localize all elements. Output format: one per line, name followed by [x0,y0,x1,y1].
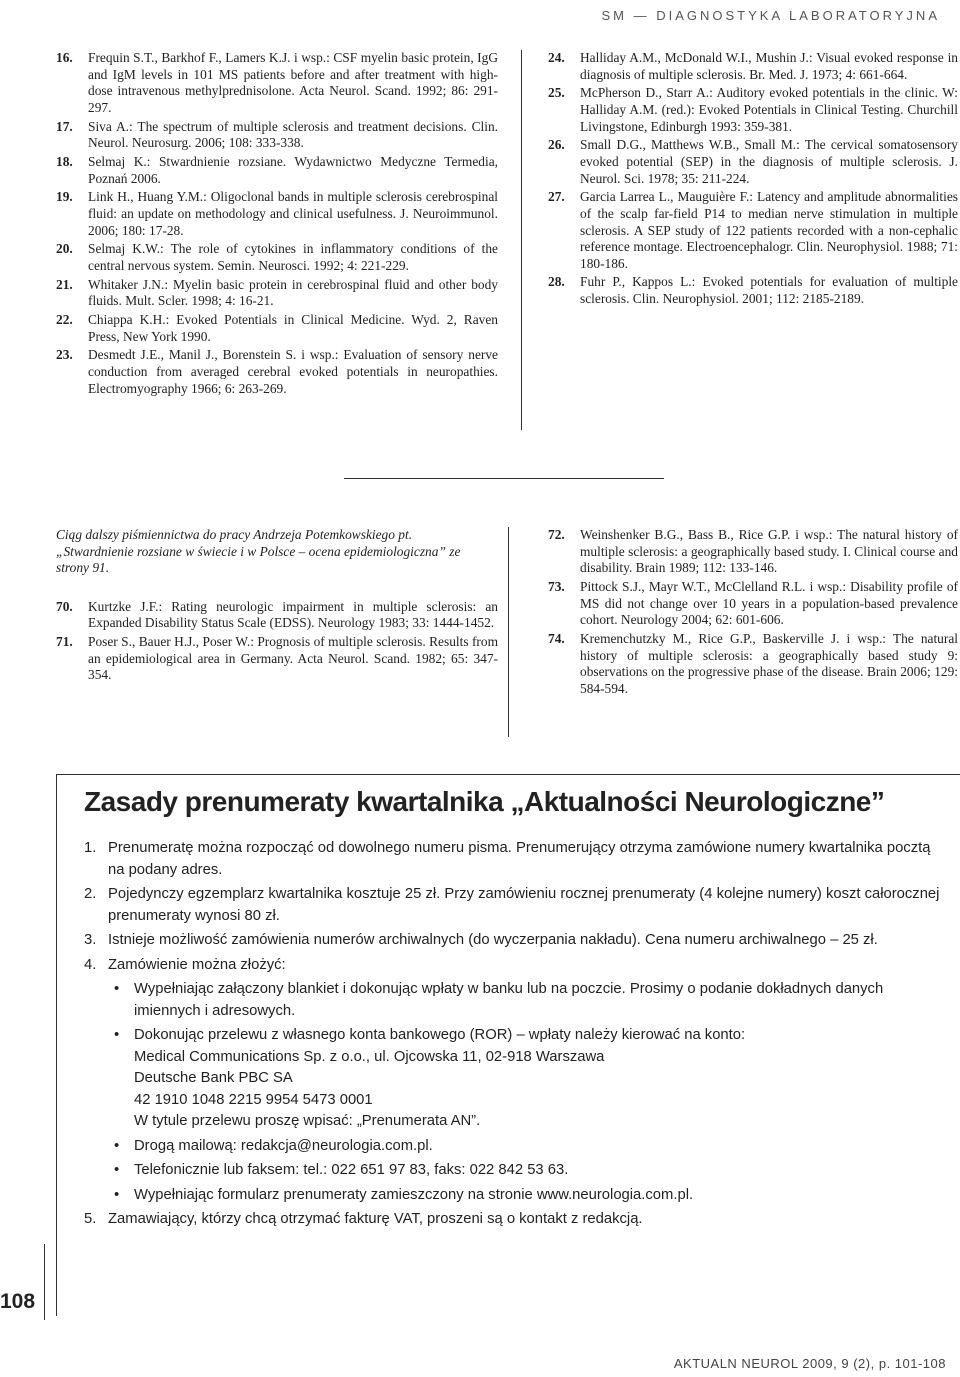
rule-number: 2. [84,886,97,902]
running-header: SM — DIAGNOSTYKA LABORATORYJNA [601,8,940,23]
bank-branch: Deutsche Bank PBC SA [134,1070,293,1086]
rule-text: Zamawiający, którzy chcą otrzymać fakturę VAT, proszeni są o kontakt z redakcją. [108,1211,643,1227]
reference-number: 74. [548,630,565,646]
bank-account: 42 1910 1048 2215 9954 5473 0001 [134,1091,373,1108]
section-separator [344,478,664,479]
reference-number: 18. [56,153,73,169]
reference-text: Frequin S.T., Barkhof F., Lamers K.J. i wsp.: CSF myelin basic protein, IgG and IgM levels in 101 MS patients before and after treatment with high-dose intravenous methylprednisolone. Acta Neurol. Scand. 1992; 86: 291-297. [88,50,498,115]
reference-text: Kremenchutzky M., Rice G.P., Baskerville J. i wsp.: The natural history of multiple sclerosis: a geographically based study 9: observations on the progressive phase of the disease. Brain 2006; 129: 584-594. [580,630,958,696]
bullet-text: Telefonicznie lub faksem: tel.: 022 651 97 83, faks: 022 842 53 63. [134,1162,569,1178]
subscription-rules [84,838,940,1234]
references-bottom-right [548,527,958,700]
reference-item [56,599,498,632]
reference-item [548,527,958,577]
rule-item [84,955,940,977]
rule-item [84,930,940,952]
bullet-item [114,1025,940,1133]
reference-text: Whitaker J.N.: Myelin basic protein in cerebrospinal fluid and other body fluids. Mult. Scler. 1998; 4: 16-21. [88,276,498,309]
reference-number: 19. [56,189,73,205]
bullet-text-line: Dokonując przelewu z własnego konta bankowego (ROR) – wpłaty należy kierować na konto: [134,1027,746,1043]
bank-name: Medical Communications Sp. z o.o., ul. Ojcowska 11, 02-918 Warszawa [134,1048,605,1065]
rule-number: 1. [84,840,97,856]
reference-item [56,277,498,310]
reference-item [548,50,958,83]
bullet-icon: • [114,1027,120,1043]
bullet-text: Drogą mailową: redakcja@neurologia.com.pl. [134,1137,433,1154]
reference-item [56,119,498,152]
reference-number: 70. [56,598,73,614]
bullet-item [114,1185,940,1207]
reference-item [548,85,958,135]
rule-text: Pojedynczy egzemplarz kwartalnika kosztuje 25 zł. Przy zamówieniu rocznej prenumeraty (4 kolejne numery) koszt całorocznej prenumeraty wynosi 80 zł. [108,886,940,924]
reference-item [548,631,958,697]
reference-number: 16. [56,50,73,65]
bullet-item [114,1160,940,1182]
rule-text: Prenumeratę można rozpocząć od dowolnego numeru pisma. Prenumerujący otrzyma zamówione numery kwartalnika pocztą na podany adres. [108,840,931,878]
reference-item [548,579,958,629]
rule-item [84,1209,940,1231]
reference-number: 24. [548,50,565,65]
rule-text: Zamówienie można złożyć: [108,956,286,973]
bullet-icon: • [114,1162,120,1178]
reference-number: 25. [548,85,565,101]
reference-text: Halliday A.M., McDonald W.I., Mushin J.: Visual evoked response in diagnosis of multiple sclerosis. Br. Med. J. 1973; 4: 661-664. [580,50,958,82]
reference-number: 23. [56,347,73,363]
continuation-note: Ciąg dalszy piśmiennictwa do pracy Andrzeja Potemkowskiego pt. „Stwardnienie rozsiane w świecie i w Polsce – ocena epidemiologiczna” ze strony 91. [56,527,461,576]
reference-text: Link H., Huang Y.M.: Oligoclonal bands in multiple sclerosis cerebrospinal fluid: an update on methodology and clinical usefulness. J. Neuroimmunol. 2006; 180: 17-28. [88,189,498,238]
page-number: 108 [0,1290,36,1313]
reference-text: Small D.G., Matthews W.B., Small M.: The cervical somatosensory evoked potential (SEP) in the diagnosis of multiple sclerosis. J. Neurol. Sci. 1978; 35: 211-224. [580,137,958,186]
reference-item [56,50,498,116]
column-divider [508,527,509,737]
reference-text: Garcia Larrea L., Mauguière F.: Latency and amplitude abnormalities of the scalp far-field P14 to median nerve stimulation in multiple sclerosis. A SEP study of 122 patients recorded with a non-cephalic reference montage. Electroencephalogr. Clin. Neurophysiol. 1988; 71: 180-186. [580,189,958,271]
bullet-text: Wypełniając załączony blankiet i dokonując wpłaty w banku lub na poczcie. Prosimy o podanie dokładnych danych imiennych i adresowych. [134,981,884,1019]
column-divider [521,50,522,430]
reference-item [56,347,498,397]
rule-number: 5. [84,1211,97,1227]
reference-item [548,189,958,272]
bullet-text: Wypełniając formularz prenumeraty zamieszczony na stronie www.neurologia.com.pl. [134,1186,694,1203]
rule-text: Istnieje możliwość zamówienia numerów archiwalnych (do wyczerpania nakładu). Cena numeru archiwalnego – 25 zł. [108,932,878,948]
rule-number: 4. [84,956,97,973]
reference-number: 28. [548,274,565,290]
references-top-left [56,50,498,399]
order-methods [114,979,940,1206]
transfer-title: W tytule przelewu proszę wpisać: „Prenumerata AN”. [134,1113,481,1129]
reference-item [56,154,498,187]
bullet-icon: • [114,1137,120,1154]
reference-number: 71. [56,634,73,650]
rule-item [84,838,940,881]
reference-number: 73. [548,578,565,594]
reference-text: McPherson D., Starr A.: Auditory evoked potentials in the clinic. W: Halliday A.M. (red.): Evoked Potentials in Clinical Testing. Churchill Livingstone, Edinburgh 1993: 359-381. [580,85,958,134]
bullet-item [114,979,940,1022]
reference-text: Kurtzke J.F.: Rating neurologic impairment in multiple sclerosis: an Expanded Disability Status Scale (EDSS). Neurology 1983; 33: 1444-1452. [88,598,498,631]
reference-number: 22. [56,312,73,328]
reference-text: Selmaj K.: Stwardnienie rozsiane. Wydawnictwo Medyczne Termedia, Poznań 2006. [88,153,498,186]
bullet-icon: • [114,981,120,997]
reference-number: 20. [56,241,73,257]
reference-number: 26. [548,137,565,153]
references-top-right [548,50,958,310]
reference-text: Fuhr P., Kappos L.: Evoked potentials for evaluation of multiple sclerosis. Clin. Neurophysiol. 2001; 112: 2185-2189. [580,274,958,307]
bullet-icon: • [114,1186,120,1203]
reference-text: Desmedt J.E., Manil J., Borenstein S. i wsp.: Evaluation of sensory nerve conduction from averaged cerebral evoked potentials in neuropathies. Electromyography 1966; 6: 263-269. [88,347,498,396]
reference-number: 21. [56,276,73,292]
subscription-title: Zasady prenumeraty kwartalnika „Aktualności Neurologiczne” [84,786,885,817]
reference-item [56,241,498,274]
reference-number: 17. [56,118,73,134]
reference-text: Chiappa K.H.: Evoked Potentials in Clinical Medicine. Wyd. 2, Raven Press, New York 1990. [88,312,498,344]
reference-item [56,189,498,239]
reference-item [548,274,958,307]
reference-item [548,137,958,187]
reference-item [56,312,498,345]
bullet-item [114,1136,940,1158]
reference-text: Selmaj K.W.: The role of cytokines in inflammatory conditions of the central nervous system. Semin. Neurosci. 1992; 4: 221-229. [88,241,498,273]
reference-text: Poser S., Bauer H.J., Poser W.: Prognosis of multiple sclerosis. Results from an epidemiological area in Germany. Acta Neurol. Scand. 1982; 65: 347-354. [88,634,498,683]
reference-item [56,634,498,684]
rule-number: 3. [84,932,97,948]
reference-number: 72. [548,527,565,542]
bullet-text [134,1025,940,1133]
rule-item [84,884,940,927]
reference-text: Weinshenker B.G., Bass B., Rice G.P. i wsp.: The natural history of multiple sclerosis: a geographically based study. I. Clinical course and disability. Brain 1989; 112: 133-146. [580,527,958,576]
journal-citation-footer: AKTUALN NEUROL 2009, 9 (2), p. 101-108 [673,1356,946,1371]
references-bottom-left [56,527,498,686]
reference-number: 27. [548,189,565,205]
reference-text: Pittock S.J., Mayr W.T., McClelland R.L. i wsp.: Disability profile of MS did not change over 10 years in a population-based prevalence cohort. Neurology 2004; 62: 601-606. [580,578,958,628]
reference-text: Siva A.: The spectrum of multiple sclerosis and treatment decisions. Clin. Neurol. Neurosurg. 2006; 108: 333-338. [88,118,498,151]
